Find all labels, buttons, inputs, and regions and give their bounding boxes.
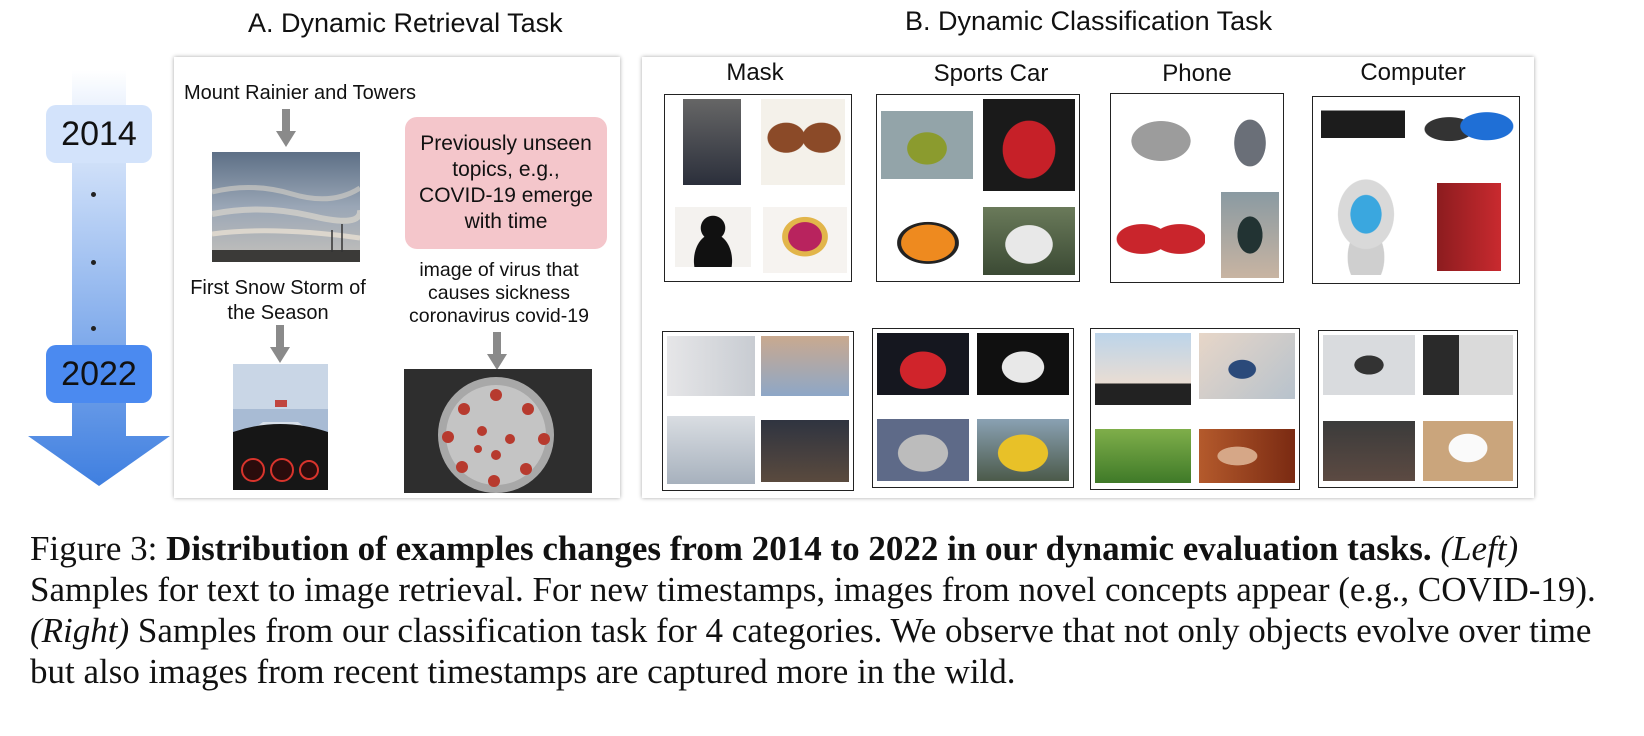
- image-thumbnail: [977, 419, 1069, 481]
- sports-car-2022-grid: [872, 328, 1074, 488]
- year-badge-end: 2022: [46, 345, 152, 403]
- sports-car-2014-grid: [876, 94, 1080, 282]
- image-thumbnail: [983, 99, 1075, 191]
- callout-box: [405, 117, 607, 249]
- query-covid: image of virus that causes sickness coronavirus covid-19: [409, 259, 589, 327]
- image-thumbnail: [977, 333, 1069, 395]
- category-sports-car: Sports Car: [933, 60, 1049, 87]
- image-thumbnail: [877, 419, 969, 481]
- computer-2022-grid: [1318, 330, 1518, 488]
- caption-bold: Distribution of examples changes from 2014 to 2022 in our dynamic evaluation tasks.: [166, 529, 1432, 568]
- image-thumbnail: [761, 99, 845, 185]
- year-badge-start: 2014: [46, 105, 152, 163]
- mask-2022-grid: [662, 331, 854, 491]
- retrieval-task-title: A. Dynamic Retrieval Task: [248, 8, 563, 38]
- figure-caption: [30, 528, 1620, 692]
- caption-left-tag: (Left): [1440, 529, 1519, 568]
- image-thumbnail: [761, 420, 849, 482]
- category-computer: Computer: [1360, 59, 1466, 86]
- image-thumbnail: [1423, 335, 1513, 395]
- snow-storm-photo: [233, 364, 328, 490]
- image-thumbnail: [1421, 103, 1515, 161]
- image-thumbnail: [983, 207, 1075, 275]
- image-thumbnail: [683, 99, 741, 185]
- image-thumbnail: [667, 336, 755, 396]
- image-thumbnail: [1423, 421, 1513, 481]
- arrow-down-icon: [270, 325, 290, 365]
- classification-task-title: B. Dynamic Classification Task: [905, 6, 1273, 36]
- caption-label: Figure 3:: [30, 529, 158, 568]
- phone-2022-grid: [1090, 328, 1300, 490]
- caption-left-text: Samples for text to image retrieval. For new timestamps, images from novel concepts appear (e.g., COVID-19).: [30, 570, 1596, 609]
- arrow-down-icon: [276, 109, 296, 149]
- query-snow-storm: First Snow Storm of the Season: [190, 277, 366, 324]
- timeline-dot: [91, 326, 96, 331]
- image-thumbnail: [881, 211, 975, 269]
- image-thumbnail: [1323, 335, 1415, 395]
- image-thumbnail: [1321, 101, 1405, 163]
- caption-right-tag: (Right): [30, 611, 130, 650]
- image-thumbnail: [881, 111, 973, 179]
- arrow-down-icon: [487, 332, 507, 372]
- image-thumbnail: [763, 207, 847, 273]
- image-thumbnail: [1221, 192, 1279, 278]
- image-thumbnail: [1095, 429, 1191, 483]
- image-thumbnail: [1221, 100, 1279, 186]
- phone-2014-grid: [1110, 93, 1284, 283]
- caption-right-text: Samples from our classification task for 4 categories. We observe that not only objects evolve over time but also images from recent timestamps are captured more in the wild.: [30, 611, 1592, 691]
- image-thumbnail: [1323, 421, 1415, 481]
- image-thumbnail: [1199, 333, 1295, 399]
- category-mask: Mask: [726, 59, 784, 86]
- image-thumbnail: [1437, 183, 1501, 271]
- image-thumbnail: [675, 207, 751, 267]
- retrieval-panel: [174, 57, 620, 498]
- timeline-dot: [91, 192, 96, 197]
- image-thumbnail: [1115, 202, 1205, 276]
- mask-2014-grid: [664, 94, 852, 282]
- image-thumbnail: [761, 336, 849, 396]
- image-thumbnail: [1115, 110, 1207, 172]
- image-thumbnail: [1317, 177, 1415, 275]
- classification-panel: [642, 57, 1534, 498]
- image-thumbnail: [1095, 333, 1191, 405]
- callout-text: Previously unseen topics, e.g., COVID-19 emerge with time: [419, 132, 593, 233]
- coronavirus-photo: [404, 369, 592, 493]
- image-thumbnail: [1199, 429, 1295, 483]
- image-thumbnail: [667, 416, 755, 484]
- query-mount-rainier: Mount Rainier and Towers: [184, 82, 416, 104]
- computer-2014-grid: [1312, 96, 1520, 284]
- timeline-dot: [91, 260, 96, 265]
- category-phone: Phone: [1162, 60, 1232, 87]
- mount-rainier-photo: [212, 152, 360, 262]
- image-thumbnail: [877, 333, 969, 395]
